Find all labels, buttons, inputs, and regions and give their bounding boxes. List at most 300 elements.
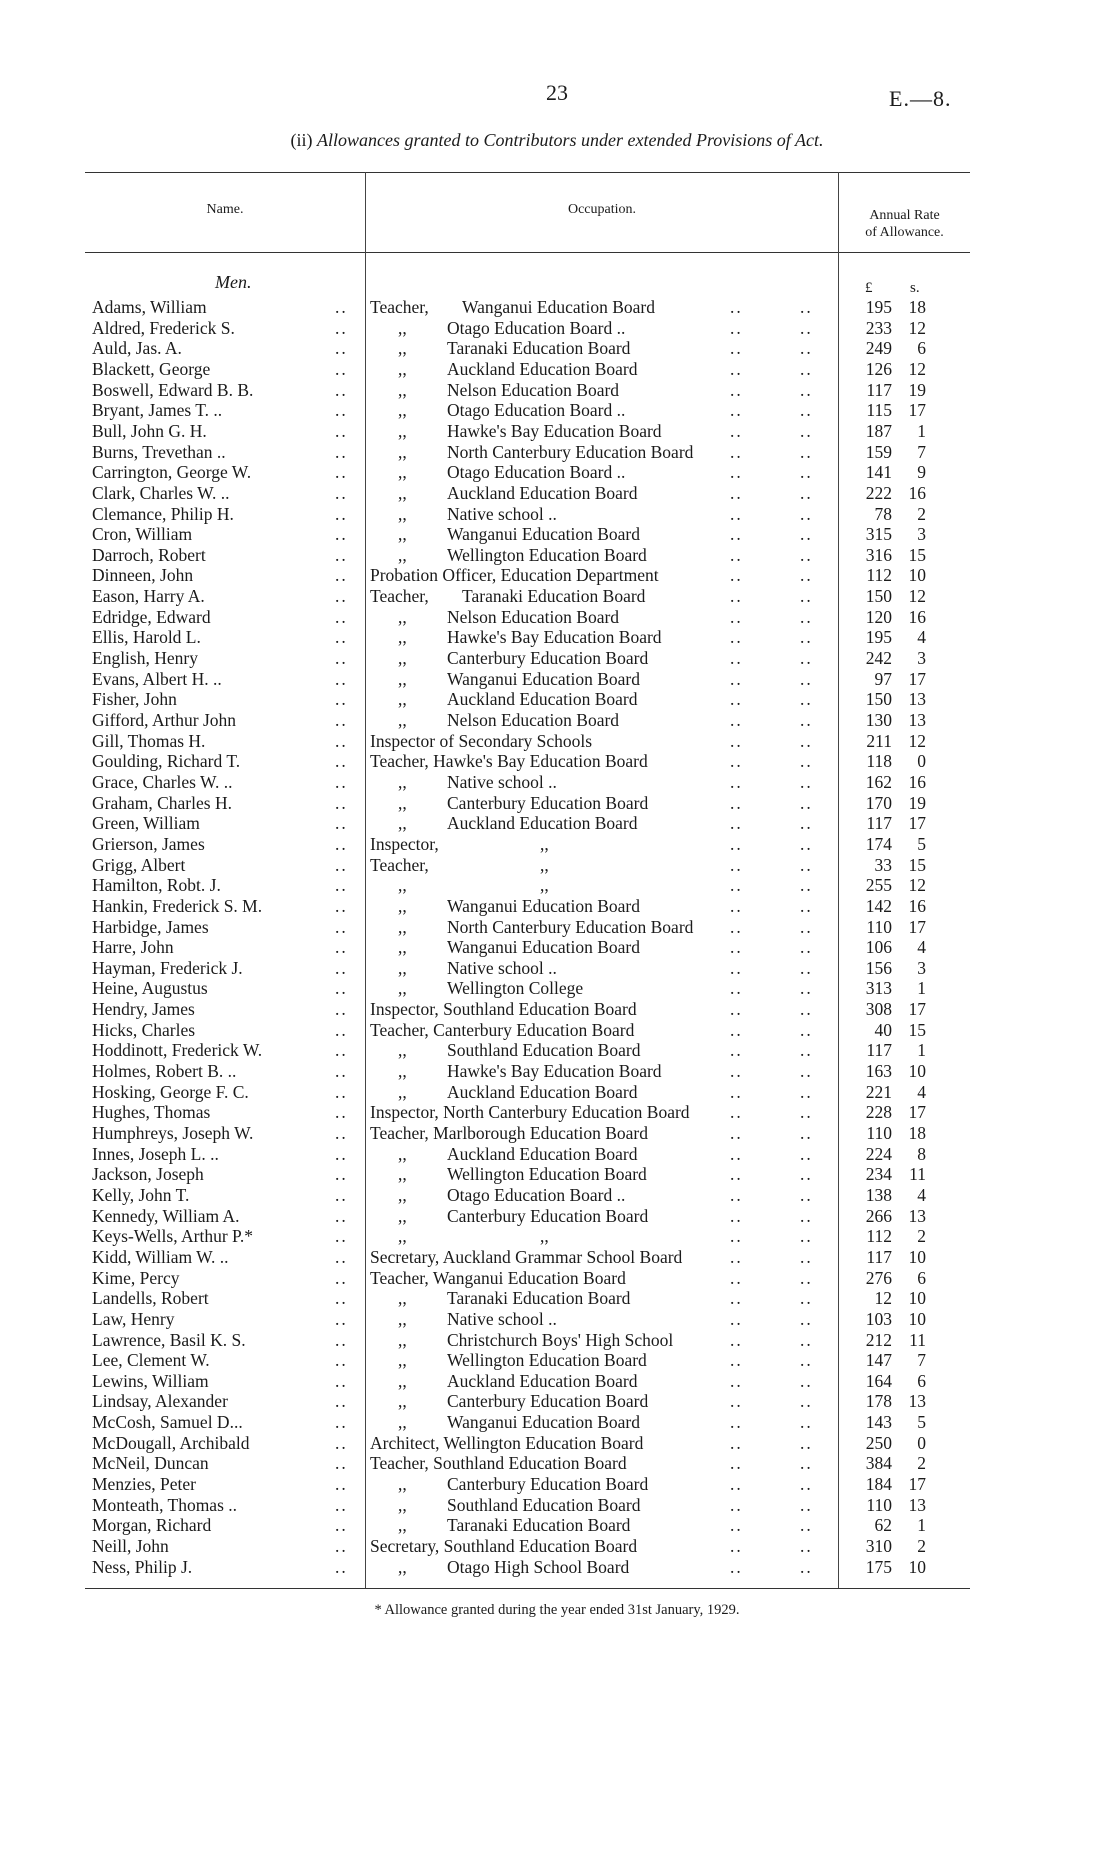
leader-dots: .. <box>335 916 348 937</box>
leader-dots: .. <box>800 1246 813 1267</box>
table-row <box>0 297 1114 318</box>
rate-shillings: 1 <box>917 420 926 441</box>
leader-dots: .. <box>335 627 348 648</box>
rate-pounds: 62 <box>874 1515 892 1536</box>
contributor-name: Heine, Augustus <box>92 978 208 999</box>
leader-dots: .. <box>730 358 743 379</box>
contributor-name: English, Henry <box>92 648 198 669</box>
page-number: 23 <box>546 80 568 105</box>
leader-dots: .. <box>730 1288 743 1309</box>
table-row <box>0 1040 1114 1061</box>
leader-dots: .. <box>335 565 348 586</box>
table-row <box>0 1164 1114 1185</box>
rate-shillings: 17 <box>908 916 926 937</box>
rate-pounds: 266 <box>865 1205 892 1226</box>
leader-dots: .. <box>800 1164 813 1185</box>
leader-dots: .. <box>800 358 813 379</box>
rate-pounds: 12 <box>874 1288 892 1309</box>
rate-shillings: 7 <box>917 1350 926 1371</box>
table-row <box>0 813 1114 834</box>
rate-shillings: 6 <box>917 1370 926 1391</box>
ditto-mark: ,, <box>398 978 407 999</box>
table-row <box>0 1391 1114 1412</box>
leader-dots: .. <box>730 1226 743 1247</box>
leader-dots: .. <box>730 1061 743 1082</box>
rate-shillings: 10 <box>908 1288 926 1309</box>
leader-dots: .. <box>335 730 348 751</box>
ditto-mark: ,, <box>398 1391 407 1412</box>
ditto-mark: ,, <box>398 1226 407 1247</box>
rate-pounds: 126 <box>865 358 892 379</box>
rate-shillings: 17 <box>908 813 926 834</box>
leader-dots: .. <box>730 730 743 751</box>
leader-dots: .. <box>335 854 348 875</box>
table-row <box>0 793 1114 814</box>
contributor-name: Evans, Albert H. .. <box>92 668 222 689</box>
rate-pounds: 178 <box>865 1391 892 1412</box>
leader-dots: .. <box>335 689 348 710</box>
rate-pounds: 170 <box>865 792 892 813</box>
table-row <box>0 607 1114 628</box>
rate-shillings: 17 <box>908 668 926 689</box>
rate-pounds: 117 <box>866 1246 892 1267</box>
leader-dots: .. <box>335 338 348 359</box>
leader-dots: .. <box>335 833 348 854</box>
leader-dots: .. <box>730 606 743 627</box>
contributor-name: Clark, Charles W. .. <box>92 482 230 503</box>
ditto-mark: ,, <box>398 1205 407 1226</box>
leader-dots: .. <box>730 1246 743 1267</box>
table-row <box>0 1330 1114 1351</box>
leader-dots: .. <box>335 1123 348 1143</box>
leader-dots: .. <box>335 544 348 565</box>
table-row <box>0 855 1114 876</box>
leader-dots: .. <box>800 317 813 338</box>
leader-dots: .. <box>800 1143 813 1164</box>
leader-dots: .. <box>730 1164 743 1185</box>
rate-shillings: 12 <box>908 586 926 607</box>
leader-dots: .. <box>800 1370 813 1391</box>
leader-dots: .. <box>800 1308 813 1329</box>
leader-dots: .. <box>730 1474 743 1495</box>
contributor-name: Hughes, Thomas <box>92 1102 211 1123</box>
rate-shillings: 16 <box>908 895 926 916</box>
ditto-mark: ,, <box>398 1494 407 1515</box>
rate-shillings: 12 <box>908 730 926 751</box>
occupation-text: Auckland Education Board <box>447 482 638 503</box>
leader-dots: .. <box>335 1308 348 1329</box>
leader-dots: .. <box>800 503 813 524</box>
leader-dots: .. <box>335 1350 348 1371</box>
table-row <box>0 565 1114 586</box>
occupation-text: Hawke's Bay Education Board <box>447 627 662 648</box>
rate-shillings: 4 <box>917 627 926 648</box>
rate-pounds: 255 <box>865 875 892 896</box>
rate-shillings: 12 <box>908 875 926 896</box>
contributor-name: McCosh, Samuel D... <box>92 1412 243 1433</box>
leader-dots: .. <box>730 978 743 999</box>
contributor-name: Clemance, Philip H. <box>92 503 234 524</box>
contributor-name: Harbidge, James <box>92 916 209 937</box>
rate-shillings: 15 <box>908 854 926 875</box>
occupation-lead: Architect, Wellington Education Board <box>370 1432 644 1453</box>
leader-dots: .. <box>730 544 743 565</box>
leader-dots: .. <box>730 1019 743 1040</box>
rate-pounds: 211 <box>866 730 892 751</box>
occupation-lead: Secretary, Auckland Grammar School Board <box>370 1246 683 1267</box>
table-row <box>0 1515 1114 1536</box>
ditto-mark: ,, <box>398 338 407 359</box>
leader-dots: .. <box>730 1184 743 1205</box>
leader-dots: .. <box>335 503 348 524</box>
rate-shillings: 17 <box>908 1102 926 1123</box>
leader-dots: .. <box>730 565 743 586</box>
rate-shillings: 1 <box>917 1515 926 1536</box>
rate-pounds: 120 <box>865 606 892 627</box>
table-row <box>0 1433 1114 1454</box>
contributor-name: McNeil, Duncan <box>92 1453 209 1474</box>
rate-pounds: 138 <box>865 1184 892 1205</box>
rate-pounds: 221 <box>865 1081 892 1102</box>
rate-pounds: 222 <box>865 482 892 503</box>
table-row <box>0 586 1114 607</box>
table-row <box>0 318 1114 339</box>
table-row <box>0 1185 1114 1206</box>
rate-shillings: 10 <box>908 565 926 586</box>
leader-dots: .. <box>800 441 813 462</box>
occupation-text: Otago Education Board .. <box>447 462 626 483</box>
rate-shillings: 7 <box>917 441 926 462</box>
rate-shillings: 18 <box>908 297 926 317</box>
leader-dots: .. <box>335 317 348 338</box>
rate-shillings: 13 <box>908 1391 926 1412</box>
leader-dots: .. <box>335 978 348 999</box>
ditto-mark: ,, <box>398 462 407 483</box>
rate-shillings: 13 <box>908 1205 926 1226</box>
leader-dots: .. <box>730 1205 743 1226</box>
ditto-mark: ,, <box>398 482 407 503</box>
leader-dots: .. <box>800 420 813 441</box>
rate-pounds: 117 <box>866 813 892 834</box>
rate-pounds: 40 <box>874 1019 892 1040</box>
ditto-mark: ,, <box>398 792 407 813</box>
rate-pounds: 112 <box>866 1226 892 1247</box>
rate-shillings: 2 <box>917 1226 926 1247</box>
leader-dots: .. <box>800 379 813 400</box>
occupation-text: ,, <box>540 854 549 875</box>
rate-pounds: 212 <box>865 1329 892 1350</box>
leader-dots: .. <box>800 1267 813 1288</box>
occupation-text: Otago Education Board .. <box>447 1184 626 1205</box>
ditto-mark: ,, <box>398 1143 407 1164</box>
contributor-name: Aldred, Frederick S. <box>92 317 235 338</box>
rate-shillings: 2 <box>917 503 926 524</box>
occupation-text: Wanganui Education Board <box>447 524 640 545</box>
rate-pounds: 143 <box>865 1412 892 1433</box>
leader-dots: .. <box>800 1081 813 1102</box>
table-row <box>0 751 1114 772</box>
leader-dots: .. <box>730 524 743 545</box>
table-row <box>0 689 1114 710</box>
leader-dots: .. <box>730 1102 743 1123</box>
ditto-mark: ,, <box>398 1350 407 1371</box>
occupation-text: Auckland Education Board <box>447 1143 638 1164</box>
rate-shillings: 13 <box>908 1494 926 1515</box>
occupation-text: Wanganui Education Board <box>447 668 640 689</box>
rate-pounds: 175 <box>865 1556 892 1577</box>
leader-dots: .. <box>800 1019 813 1040</box>
leader-dots: .. <box>800 978 813 999</box>
table-row <box>0 648 1114 669</box>
footnote: * Allowance granted during the year ended 31st January, 1929. <box>374 1602 740 1618</box>
leader-dots: .. <box>730 1370 743 1391</box>
leader-dots: .. <box>335 792 348 813</box>
contributor-name: Ellis, Harold L. <box>92 627 201 648</box>
table-row <box>0 669 1114 690</box>
leader-dots: .. <box>335 420 348 441</box>
column-header-rate <box>839 207 970 241</box>
contributor-name: McDougall, Archibald <box>92 1432 250 1453</box>
leader-dots: .. <box>335 1061 348 1082</box>
contributor-name: Blackett, George <box>92 358 211 379</box>
contributor-name: Morgan, Richard <box>92 1515 212 1536</box>
ditto-mark: ,, <box>398 916 407 937</box>
table-row <box>0 1020 1114 1041</box>
occupation-text: Nelson Education Board <box>447 379 620 400</box>
occupation-lead: Teacher, Wanganui Education Board <box>370 1267 626 1288</box>
leader-dots: .. <box>730 586 743 607</box>
leader-dots: .. <box>730 297 743 317</box>
occupation-text: Auckland Education Board <box>447 358 638 379</box>
contributor-name: Lewins, William <box>92 1370 209 1391</box>
occupation-lead: Inspector, <box>370 833 439 854</box>
leader-dots: .. <box>335 771 348 792</box>
ditto-mark: ,, <box>398 420 407 441</box>
rate-shillings: 0 <box>917 1432 926 1453</box>
table-row <box>0 400 1114 421</box>
table-row <box>0 1226 1114 1247</box>
leader-dots: .. <box>335 400 348 421</box>
leader-dots: .. <box>335 1267 348 1288</box>
occupation-text: Wanganui Education Board <box>462 297 655 317</box>
occupation-text: Auckland Education Board <box>447 1081 638 1102</box>
leader-dots: .. <box>730 668 743 689</box>
ditto-mark: ,, <box>398 1515 407 1536</box>
occupation-lead: Teacher, <box>370 854 429 875</box>
contributor-name: Hosking, George F. C. <box>92 1081 249 1102</box>
rate-shillings: 3 <box>917 957 926 978</box>
occupation-text: Wanganui Education Board <box>447 895 640 916</box>
leader-dots: .. <box>335 1391 348 1412</box>
table-row <box>0 875 1114 896</box>
leader-dots: .. <box>800 1061 813 1082</box>
table-bottom-rule <box>85 1588 970 1589</box>
leader-dots: .. <box>335 957 348 978</box>
leader-dots: .. <box>730 503 743 524</box>
leader-dots: .. <box>730 710 743 730</box>
contributor-name: Lindsay, Alexander <box>92 1391 228 1412</box>
leader-dots: .. <box>800 1515 813 1536</box>
occupation-text: Auckland Education Board <box>447 1370 638 1391</box>
occupation-text: Nelson Education Board <box>447 710 620 730</box>
leader-dots: .. <box>730 1536 743 1556</box>
contributor-name: Hamilton, Robt. J. <box>92 875 221 896</box>
rate-pounds: 106 <box>865 937 892 958</box>
table-row <box>0 958 1114 979</box>
leader-dots: .. <box>730 875 743 896</box>
occupation-text: Auckland Education Board <box>447 813 638 834</box>
occupation-text: North Canterbury Education Board <box>447 441 694 462</box>
leader-dots: .. <box>335 751 348 772</box>
rate-shillings: 11 <box>909 1164 926 1185</box>
leader-dots: .. <box>730 813 743 834</box>
leader-dots: .. <box>730 689 743 710</box>
leader-dots: .. <box>800 916 813 937</box>
leader-dots: .. <box>800 689 813 710</box>
leader-dots: .. <box>730 441 743 462</box>
leader-dots: .. <box>335 1164 348 1185</box>
leader-dots: .. <box>335 1184 348 1205</box>
column-header-name: Name. <box>206 202 244 217</box>
rate-shillings: 16 <box>908 482 926 503</box>
leader-dots: .. <box>800 565 813 586</box>
leader-dots: .. <box>335 648 348 669</box>
leader-dots: .. <box>800 1391 813 1412</box>
rate-shillings: 13 <box>908 710 926 730</box>
shillings-unit: s. <box>910 280 920 296</box>
leader-dots: .. <box>800 586 813 607</box>
table-row <box>0 1247 1114 1268</box>
leader-dots: .. <box>335 379 348 400</box>
leader-dots: .. <box>335 441 348 462</box>
rate-pounds: 308 <box>865 999 892 1020</box>
rate-pounds: 130 <box>865 710 892 730</box>
leader-dots: .. <box>800 875 813 896</box>
ditto-mark: ,, <box>398 710 407 730</box>
rate-shillings: 17 <box>908 999 926 1020</box>
rate-shillings: 6 <box>917 338 926 359</box>
leader-dots: .. <box>800 771 813 792</box>
ditto-mark: ,, <box>398 689 407 710</box>
occupation-text: ,, <box>540 833 549 854</box>
rate-pounds: 195 <box>865 627 892 648</box>
leader-dots: .. <box>335 1226 348 1247</box>
table-row <box>0 731 1114 752</box>
contributor-name: Grierson, James <box>92 833 205 854</box>
occupation-text: Native school .. <box>447 503 557 524</box>
leader-dots: .. <box>335 875 348 896</box>
table-row <box>0 1453 1114 1474</box>
leader-dots: .. <box>730 1040 743 1061</box>
table-row <box>0 1268 1114 1289</box>
rate-shillings: 12 <box>908 317 926 338</box>
occupation-text: Taranaki Education Board <box>447 338 631 359</box>
leader-dots: .. <box>335 1432 348 1453</box>
leader-dots: .. <box>800 833 813 854</box>
table-row <box>0 442 1114 463</box>
occupation-text: Canterbury Education Board <box>447 648 649 669</box>
contributor-name: Bull, John G. H. <box>92 420 207 441</box>
leader-dots: .. <box>800 1432 813 1453</box>
leader-dots: .. <box>335 1494 348 1515</box>
contributor-name: Auld, Jas. A. <box>92 338 182 359</box>
leader-dots: .. <box>800 937 813 958</box>
rate-pounds: 234 <box>865 1164 892 1185</box>
table-row <box>0 1082 1114 1103</box>
rate-shillings: 15 <box>908 544 926 565</box>
leader-dots: .. <box>335 1536 348 1556</box>
occupation-text: Hawke's Bay Education Board <box>447 1061 662 1082</box>
rate-shillings: 16 <box>908 771 926 792</box>
ditto-mark: ,, <box>398 1081 407 1102</box>
leader-dots: .. <box>730 895 743 916</box>
occupation-text: Otago High School Board <box>447 1556 630 1577</box>
occupation-text: Nelson Education Board <box>447 606 620 627</box>
rate-pounds: 159 <box>865 441 892 462</box>
contributor-name: Eason, Harry A. <box>92 586 205 607</box>
contributor-name: Edridge, Edward <box>92 606 211 627</box>
contributor-name: Burns, Trevethan .. <box>92 441 226 462</box>
rate-shillings: 3 <box>917 524 926 545</box>
ditto-mark: ,, <box>398 1184 407 1205</box>
contributor-name: Hendry, James <box>92 999 195 1020</box>
leader-dots: .. <box>730 1515 743 1536</box>
leader-dots: .. <box>800 1040 813 1061</box>
table-row <box>0 421 1114 442</box>
leader-dots: .. <box>335 1329 348 1350</box>
occupation-text: Wanganui Education Board <box>447 1412 640 1433</box>
leader-dots: .. <box>335 813 348 834</box>
contributor-name: Cron, William <box>92 524 193 545</box>
occupation-text: Taranaki Education Board <box>447 1515 631 1536</box>
ditto-mark: ,, <box>398 524 407 545</box>
rate-pounds: 117 <box>866 379 892 400</box>
leader-dots: .. <box>800 1102 813 1123</box>
ditto-mark: ,, <box>398 1370 407 1391</box>
leader-dots: .. <box>730 482 743 503</box>
rate-shillings: 10 <box>908 1556 926 1577</box>
leader-dots: .. <box>800 606 813 627</box>
leader-dots: .. <box>730 1123 743 1143</box>
contributor-name: Dinneen, John <box>92 565 194 586</box>
rate-shillings: 5 <box>917 833 926 854</box>
contributor-name: Hoddinott, Frederick W. <box>92 1040 263 1061</box>
leader-dots: .. <box>730 1267 743 1288</box>
leader-dots: .. <box>800 1412 813 1433</box>
leader-dots: .. <box>800 710 813 730</box>
leader-dots: .. <box>730 648 743 669</box>
table-row <box>0 978 1114 999</box>
contributor-name: Lawrence, Basil K. S. <box>92 1329 246 1350</box>
contributor-name: Green, William <box>92 813 200 834</box>
contributor-name: Gill, Thomas H. <box>92 730 206 751</box>
ditto-mark: ,, <box>398 1164 407 1185</box>
leader-dots: .. <box>800 813 813 834</box>
ditto-mark: ,, <box>398 503 407 524</box>
occupation-text: Canterbury Education Board <box>447 1391 649 1412</box>
leader-dots: .. <box>730 338 743 359</box>
occupation-text: Wellington Education Board <box>447 1350 647 1371</box>
document-reference: E.—8. <box>889 86 952 111</box>
leader-dots: .. <box>800 668 813 689</box>
occupation-text: North Canterbury Education Board <box>447 916 694 937</box>
contributor-name: Carrington, George W. <box>92 462 252 483</box>
rate-shillings: 10 <box>908 1308 926 1329</box>
rate-shillings: 15 <box>908 1019 926 1040</box>
contributor-name: Hankin, Frederick S. M. <box>92 895 263 916</box>
table-row <box>0 359 1114 380</box>
contributor-name: Goulding, Richard T. <box>92 751 241 772</box>
